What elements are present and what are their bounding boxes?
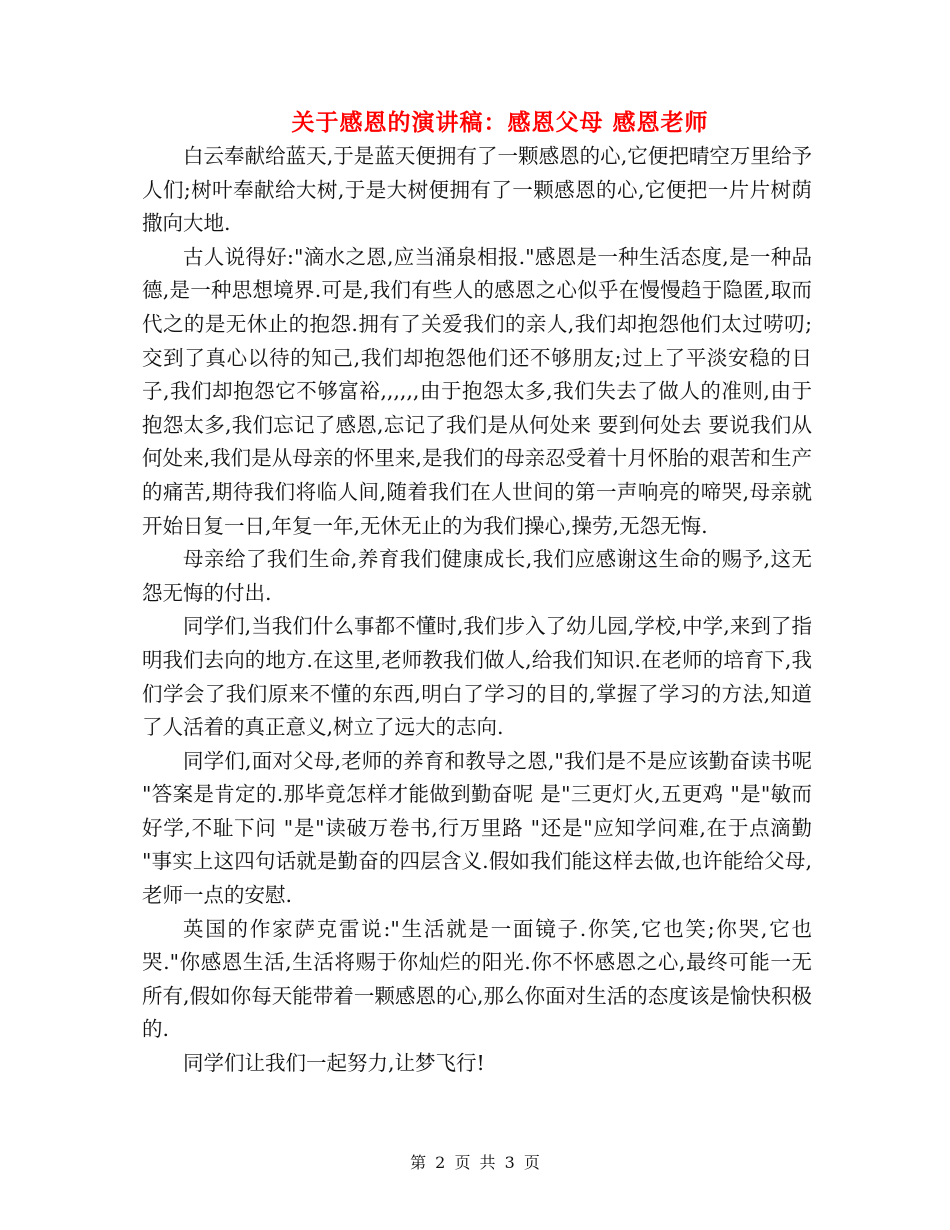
paragraph-7: 同学们让我们一起努力,让梦飞行! [183,1051,485,1076]
paragraph-4: 同学们,当我们什么事都不懂时,我们步入了幼儿园,学校,中学,来到了指明我们去向的地方.在这里,老师教我们做人,给我们知识.在老师的培育下,我们学会了我们原来不懂的东西,明白了学习的目的,掌握了学习的方法,知道了人活着的真正意义,树立了远大的志向. [142,614,812,740]
paragraph-1: 白云奉献给蓝天,于是蓝天便拥有了一颗感恩的心,它便把晴空万里给予人们;树叶奉献给大树,于是大树便拥有了一颗感恩的心,它便把一片片树荫撒向大地. [142,144,812,236]
document-title: 关于感恩的演讲稿：感恩父母 感恩老师 [291,109,709,136]
paragraph-6: 英国的作家萨克雷说:"生活就是一面镜子.你笑,它也笑;你哭,它也哭."你感恩生活,生活将赐于你灿烂的阳光.你不怀感恩之心,最终可能一无所有,假如你每天能带着一颗感恩的心,那么你面对生活的态度该是愉快积极的. [142,916,812,1042]
paragraph-5: 同学们,面对父母,老师的养育和教导之恩,"我们是不是应该勤奋读书呢 "答案是肯定的.那毕竟怎样才能做到勤奋呢 是"三更灯火,五更鸡 "是"敏而好学,不耻下问 "是"读破万卷书,行万里路 "还是"应知学问难,在于点滴勤 "事实上这四句话就是勤奋的四层含义.假如我们能这样去做,也许能给父母,老师一点的安慰. [142,748,813,908]
paragraph-2: 古人说得好:"滴水之恩,应当涌泉相报."感恩是一种生活态度,是一种品德,是一种思想境界.可是,我们有些人的感恩之心似乎在慢慢趋于隐匿,取而代之的是无休止的抱怨.拥有了关爱我们的亲人,我们却抱怨他们太过唠叨;交到了真心以待的知己,我们却抱怨他们还不够朋友;过上了平淡安稳的日子,我们却抱怨它不够富裕,,,,,,由于抱怨太多,我们失去了做人的准则,由于抱怨太多,我们忘记了感恩,忘记了我们是从何处来 要到何处去 要说我们从何处来,我们是从母亲的怀里来,是我们的母亲忍受着十月怀胎的艰苦和生产的痛苦,期待我们将临人间,随着我们在人世间的第一声响亮的啼哭,母亲就开始日复一日,年复一年,无休无止的为我们操心,操劳,无怨无悔. [142,244,812,538]
paragraph-3: 母亲给了我们生命,养育我们健康成长,我们应感谢这生命的赐予,这无怨无悔的付出. [142,547,812,605]
page-number-footer: 第 2 页 共 3 页 [410,1153,540,1172]
document-body [142,140,812,1081]
